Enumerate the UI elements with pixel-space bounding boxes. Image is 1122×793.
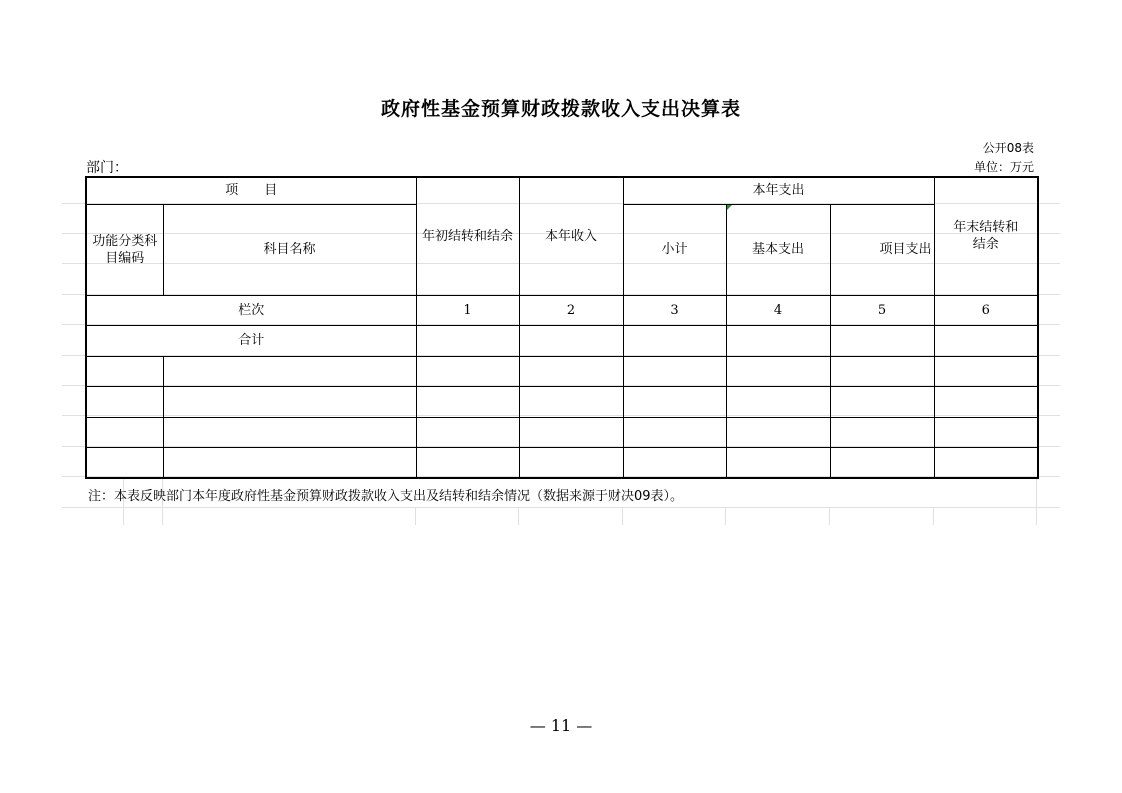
header-func-code: 功能分类科目编码 xyxy=(86,204,163,295)
department-label: 部门： xyxy=(86,160,128,176)
table-cell xyxy=(416,417,519,447)
table-row xyxy=(86,417,1038,447)
table-cell xyxy=(830,386,934,417)
table-cell xyxy=(86,386,163,417)
table-cell xyxy=(163,447,416,478)
header-basic-exp-cell xyxy=(726,204,830,295)
table-cell xyxy=(726,325,830,356)
header-subtotal: 小计 xyxy=(623,204,726,295)
table-cell xyxy=(519,386,623,417)
table-cell xyxy=(416,447,519,478)
gridline xyxy=(829,507,830,525)
table-cell xyxy=(623,417,726,447)
header-subject-name: 科目名称 xyxy=(163,204,416,295)
column-number: 3 xyxy=(623,295,726,325)
table-cell xyxy=(416,386,519,417)
table-cell xyxy=(163,386,416,417)
header-project-exp: 项目支出 xyxy=(830,204,934,295)
table-cell xyxy=(519,447,623,478)
table-cell xyxy=(934,417,1038,447)
gridline xyxy=(62,507,1060,508)
table-cell xyxy=(726,356,830,386)
table-cell xyxy=(726,386,830,417)
table-cell xyxy=(519,356,623,386)
budget-table xyxy=(85,176,1039,479)
table-row xyxy=(86,356,1038,386)
table-cell xyxy=(830,417,934,447)
table-cell xyxy=(726,417,830,447)
header-income: 本年收入 xyxy=(519,177,623,295)
table-note: 注：本表反映部门本年度政府性基金预算财政拨款收入支出及结转和结余情况（数据来源于财决09表）。 xyxy=(88,489,684,504)
table-cell xyxy=(163,417,416,447)
table-cell xyxy=(86,356,163,386)
table-cell xyxy=(830,447,934,478)
table-row xyxy=(86,386,1038,417)
table-cell xyxy=(86,417,163,447)
column-index-label: 栏次 xyxy=(86,295,416,325)
table-cell xyxy=(519,325,623,356)
table-cell xyxy=(726,447,830,478)
total-label: 合计 xyxy=(86,325,416,356)
form-code: 公开08表 xyxy=(982,141,1034,155)
column-number: 2 xyxy=(519,295,623,325)
table-cell xyxy=(830,325,934,356)
header-closing-balance: 年末结转和结余 xyxy=(934,177,1038,295)
table-cell xyxy=(830,356,934,386)
table-cell xyxy=(86,447,163,478)
table-cell xyxy=(623,325,726,356)
gridline xyxy=(725,507,726,525)
table-cell xyxy=(623,356,726,386)
table-cell xyxy=(934,447,1038,478)
table-cell xyxy=(623,386,726,417)
table-cell xyxy=(623,447,726,478)
table-cell xyxy=(934,386,1038,417)
column-number: 6 xyxy=(934,295,1038,325)
table-cell xyxy=(934,356,1038,386)
header-opening-balance: 年初结转和结余 xyxy=(416,177,519,295)
gridline xyxy=(933,507,934,525)
column-number: 5 xyxy=(830,295,934,325)
table-cell xyxy=(519,417,623,447)
comment-marker xyxy=(727,205,732,210)
header-expenditure: 本年支出 xyxy=(623,177,934,204)
table-cell xyxy=(163,356,416,386)
page-number: — 11 — xyxy=(529,716,593,735)
page-title: 政府性基金预算财政拨款收入支出决算表 xyxy=(380,98,741,120)
column-number: 1 xyxy=(416,295,519,325)
gridline xyxy=(1036,477,1037,525)
column-number: 4 xyxy=(726,295,830,325)
unit-label: 单位：万元 xyxy=(973,160,1034,174)
table-cell xyxy=(416,325,519,356)
gridline xyxy=(622,507,623,525)
table-cell xyxy=(934,325,1038,356)
header-project: 项 目 xyxy=(86,177,416,204)
table-cell xyxy=(416,356,519,386)
header-basic-exp: 基本支出 xyxy=(752,242,805,257)
table-row xyxy=(86,447,1038,478)
gridline xyxy=(415,507,416,525)
gridline xyxy=(518,507,519,525)
